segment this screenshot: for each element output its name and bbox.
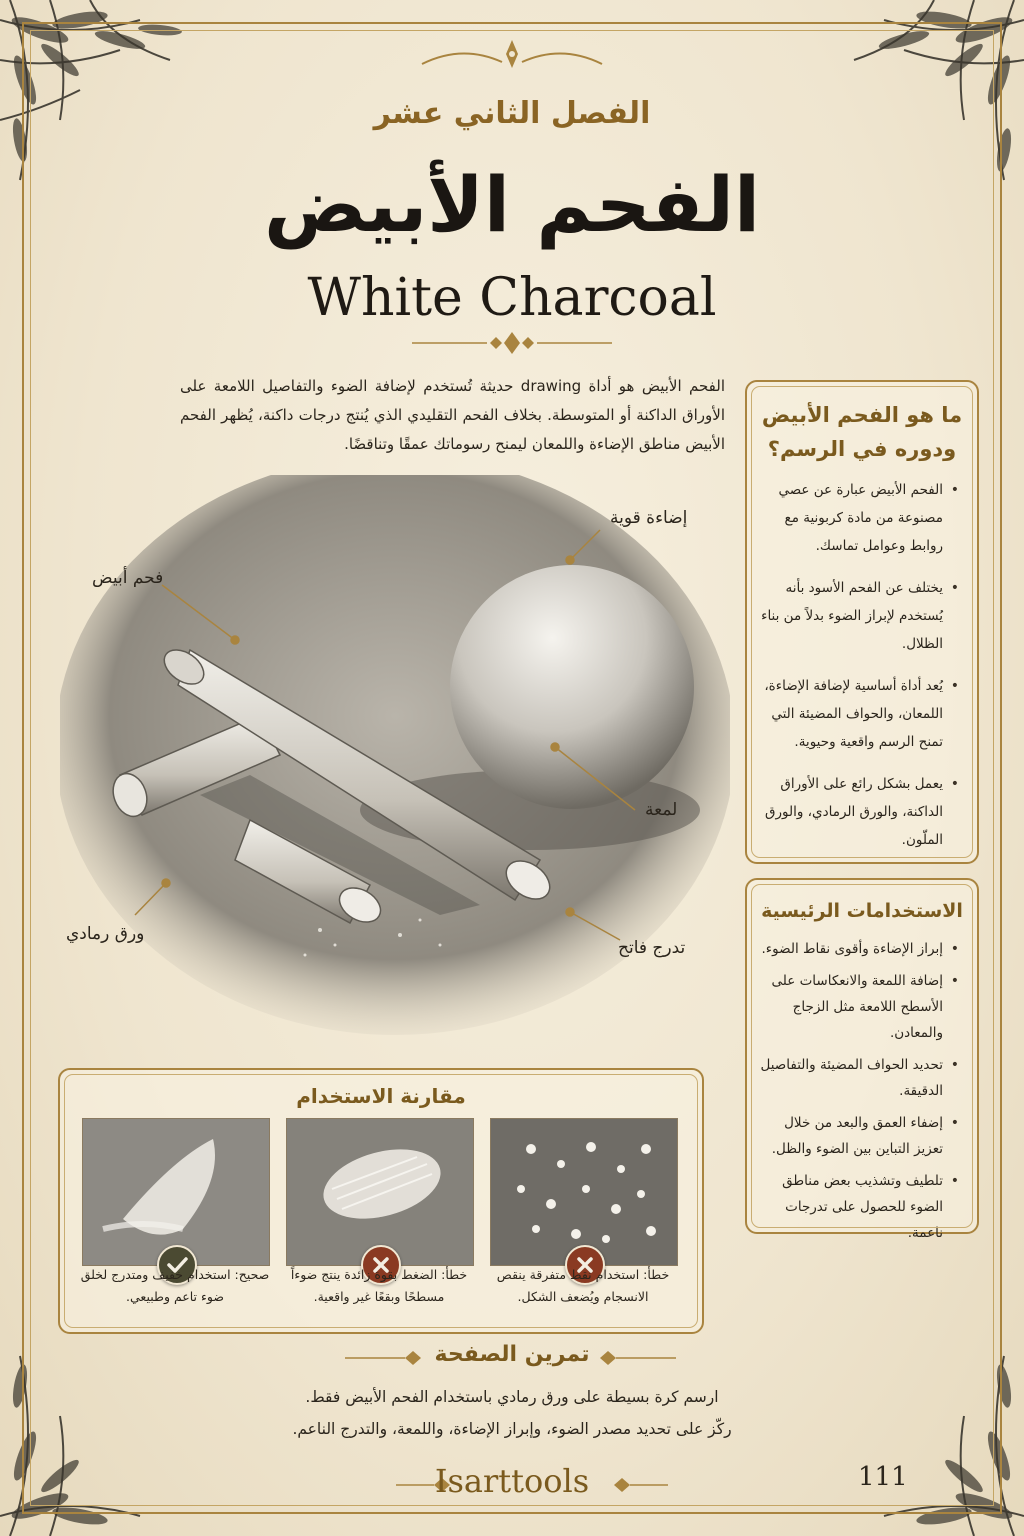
list-item: • يعمل بشكل رائع على الأوراق الداكنة، والورق الرمادي، والورق الملّون. [759, 770, 959, 854]
intro-paragraph: الفحم الأبيض هو أداة drawing حديثة تُستخدم لإضافة الضوء والتفاصيل اللامعة على الأوراق الداكنة أو المتوسطة. بخلاف الفحم التقليدي الذي يُنتج درجات داكنة، يُظهر الفحم الأبيض مناطق الإضاءة واللمعان ليمنح رسوماتك عمقًا وتناقضًا. [180, 377, 725, 453]
main-uses-list [747, 936, 977, 1246]
exercise-ornament-right [596, 1346, 676, 1370]
label-white-charcoal: فحم أبيض [92, 568, 164, 588]
caption-scattered-dots: خطأ: استخدام نقط متفرقة ينقص الانسجام ويُضعف الشكل. [496, 1267, 670, 1304]
list-item: • إضافة اللمعة والانعكاسات على الأسطح اللامعة مثل الزجاج والمعادن. [759, 968, 959, 1046]
soft-stroke-sample [83, 1119, 269, 1265]
label-highlight: لمعة [645, 800, 678, 820]
what-is-box-title: ما هو الفحم الأبيض ودوره في الرسم؟ [761, 403, 963, 461]
comparison-panel-heavy-pressure [286, 1118, 474, 1266]
scattered-dots-sample [491, 1119, 677, 1265]
exercise-line-1: ارسم كرة بسيطة على ورق رمادي باستخدام الفحم الأبيض فقط. [305, 1388, 719, 1406]
comparison-title: مقارنة الاستخدام [296, 1084, 466, 1108]
list-item: • تلطيف وتشذيب بعض مناطق الضوء للحصول على تدرجات ناعمة. [759, 1168, 959, 1246]
main-uses-box [745, 878, 979, 1241]
exercise-title: تمرين الصفحة [434, 1342, 590, 1367]
exercise-line-2: ركّز على تحديد مصدر الضوء، وإبراز الإضاءة، واللمعة، والتدرج الناعم. [292, 1420, 732, 1438]
what-is-list [747, 476, 977, 854]
list-item: • إضفاء العمق والبعد من خلال تعزيز التباين بين الضوء والظل. [759, 1110, 959, 1162]
list-item: • الفحم الأبيض عبارة عن عصي مصنوعة من مادة كربونية مع روابط وعوامل تماسك. [759, 476, 959, 560]
page-title-english: White Charcoal [307, 268, 717, 328]
what-is-white-charcoal-box [745, 380, 979, 864]
chapter-heading: الفصل الثاني عشر [373, 96, 651, 131]
list-item: • تحديد الحواف المضيئة والتفاصيل الدقيقة. [759, 1052, 959, 1104]
caption-heavy-pressure: خطأ: الضغط بقوة زائدة ينتج ضوءاً مسطحًا وبقعًا غير واقعية. [290, 1267, 468, 1304]
footer-ornament-right [612, 1474, 668, 1496]
brand-name: Isarttools [434, 1462, 590, 1500]
caption-correct: صحيح: استخدام خفيف ومتدرج لخلق ضوء تاعم وطبيعي. [80, 1267, 270, 1304]
label-light-gradient: تدرج فاتح [618, 938, 686, 958]
usage-comparison-box [58, 1068, 704, 1334]
list-item: • يُعد أداة أساسية لإضافة الإضاءة، اللمعان، والحواف المضيئة التي تمنح الرسم واقعية وحيوية. [759, 672, 959, 756]
label-strong-light: إضاءة قوية [610, 508, 688, 528]
page-number: 111 [858, 1462, 908, 1492]
top-flourish-ornament [412, 34, 612, 74]
comparison-panel-correct [82, 1118, 270, 1266]
sphere [450, 565, 694, 809]
page-title-arabic: الفحم الأبيض [263, 160, 760, 249]
main-uses-box-title: الاستخدامات الرئيسية [761, 900, 963, 922]
label-gray-paper: ورق رمادي [66, 924, 145, 944]
list-item: • إبراز الإضاءة وأقوى نقاط الضوء. [759, 936, 959, 962]
list-item: • يختلف عن الفحم الأسود بأنه يُستخدم لإبراز الضوء بدلاً من بناء الظلال. [759, 574, 959, 658]
title-divider-ornament [412, 326, 612, 360]
heavy-pressure-sample [287, 1119, 473, 1265]
comparison-panel-scattered-dots [490, 1118, 678, 1266]
